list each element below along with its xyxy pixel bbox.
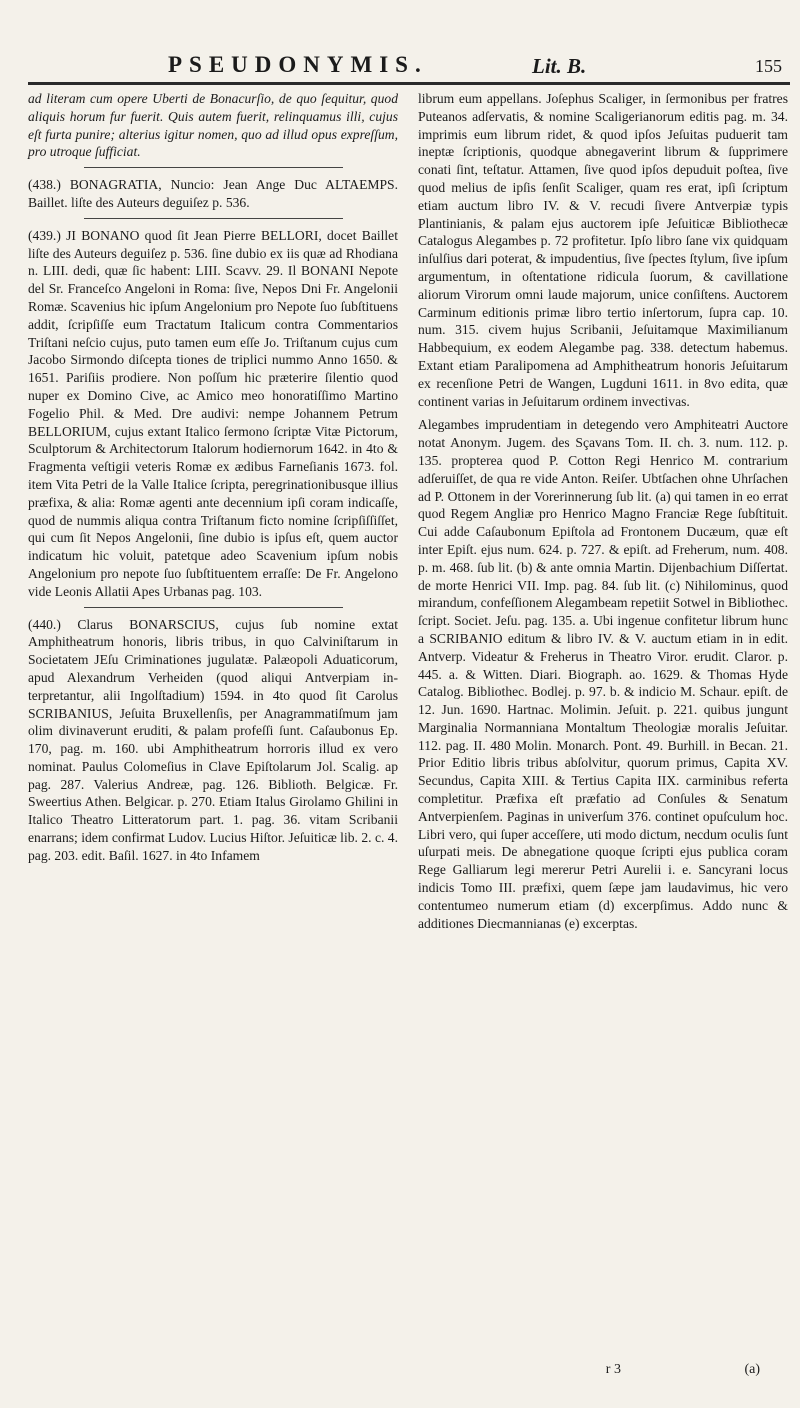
- entry-440: (440.) Clarus BONARSCIUS, cujus ſub nomine extat Amphitheatrum honoris, libris tribus, in quo Calviniſtarum in Societatem JEſu Criminationes jugulatæ. Palæopoli Aduaticorum, apud Alexandrum Verheiden (quod aliqui Antverpiam interpretantur, alii Ingolſtadium) 1594. in 4to quod ſit Carolus SCRIBANIUS, Jeſuita Bruxellenſis, per Anagrammatiſmum jam olim divinaverunt eruditi, & palam profeſſi ſunt. Caſaubonus Ep. 170, pag. m. 160. ubi Amphitheatrum horroris illud ex vero nominat. Paulus Colomeſius in Clave Epiſtolarum Jol. Scalig. ap pag. 287. Valerius Andreæ, pag. 126. Biblioth. Belgicæ. Fr. Sweertius Athen. Belgicar. p. 270. Etiam Italus Girolamo Ghilini in Italico Theatro Litteratorum part. 1. pag. 36. vitam Scribanii enarrans; idem confirmat Ludov. Lucius Hiſtor. Jeſuiticæ lib. 2. c. 4. pag. 203. edit. Baſil. 1627. in 4to Infamem: [28, 616, 398, 863]
- separator: [84, 167, 343, 168]
- entry-439: (439.) JI BONANO quod ſit Jean Pierre BELLORI, docet Baillet liſte des Auteurs deguiſez p. 536. ſine dubio ex iis quæ ad Rhodiana n. LIII. dedi, quæ ſic habent: LIII. Scavv. 29. Il BONANI Nepote del Sr. Franceſco Angeloni in Roma: ſive, Nepos Dni Fr. Angelonii Romæ. Scavenius hic ipſum Angelonium pro Nepote ſuo ſubſtituens addit, ſcripſiſſe eum Tractatum Italicum contra Commentarios Triſtani neſcio cujus, puto tamen eum eſſe Jo. Triſtanum cujus cum Jacobo Sirmondo diſcepta tiones de triplici nummo Anno 1650. & 1651. Pariſiis prodiere. Non poſſum hic præterire ſilentio quod nuper ex Domino Cive, ac Amico meo honoratiſſimo Martino Fogelio Phil. & Med. Dre audivi: nempe Johannem Petrum BELLORIUM, cujus extant Italico ſermono ſcriptæ Vitæ Pictorum, Sculptorum & Architectorum Italorum hodiernorum 1642. in 4to & Fragmenta veſtigii veteris Romæ ex ædibus Farneſianis 1673. fol. item Vita Petri de la Valle Italice ſcripta, peregrinationibusque illius præfixa, & alia: Romæ agenti ante decennium ipſi coram indicaſſe, quod de nummis aliqua contra Triſtanum ficto nomine ſcripſiſſiſſet, qui cum ſit Nepos Angelonii, ſine dubio is ipſus eſt, quem auctor indicatum hic voluit, patetque adeo Scavenium ipſum nobis Angelonium pro nepote ſuo ſubſtituentem erraſſe: De Fr. Angelono vide Leonis Allatii Apes Urbanas pag. 103.: [28, 227, 398, 599]
- page-footer: [606, 1362, 760, 1378]
- running-title: PSEUDONYMIS.: [168, 52, 428, 77]
- running-header: [18, 52, 782, 78]
- left-column: [28, 90, 398, 871]
- right-paragraph-2: Alegambes imprudentiam in detegendo vero Amphiteatri Auctore notat Anonym. Jugem. des Sçavans Tom. II. ch. 3. num. 112. p. 135. propterea quod P. Cotton Regi Henrico M. contrarium adſeruiſſet, de qua re vide Anton. Reiſer. Ubtſachen ohne Uhrſachen ad P. Ottonem in der Vorerinnerung ſub lit. (a) qui tamen in eo errat quod Regem Angliæ pro Henrico Magno Franciæ Rege ſubſtituit. Cui adde Caſaubonum Epiſtola ad Frontonem Ducæum, quæ eſt inter Epiſt. ejus num. 624. p. 727. & epiſt. ad Freherum, num. 408. p. m. 468. ſub lit. (b) & ante omnia Martin. Dijenbachium Diſſertat. de morte Henrici VII. Imp. pag. 84. ſub lit. (c) Nihilominus, quod mirandum, confeſſionem Alegambeam repetiit Sotwel in Bibliothec. ſcript. Societ. Jeſu. pag. 135. a. Ubi ingenue confitetur librum hunc a SCRIBANIO editum & libro IV. & V. auctum etiam in in edit. Antverp. Videatur & Freherus in Theatro Viror. erudit. Claror. p. 445. a. & Witten. Diari. Biograph. ao. 1629. & Thomas Hyde Catalog. Bibliothec. Bodlej. p. 97. b. & indicio M. Schaur. epiſt. de 12. Jun. 1690. Hartnac. Molimin. Jeſuit. p. 221. quibus jungunt Marginalia Normanniana Montaltum Theologiæ moralis Jeſuitar. 112. pag. II. 480 Molin. Monarch. Pont. 49. Burhill. in Becan. 21. Prior Editio libris tribus abſolvitur, quorum primus, Capita XV. Secundus, Capita XIII. & Tertius Capita IIX. carminibus referta completitur. Præfixa eſt præfatio ad Conſules & Senatum Antverpienſem. Paginas in univerſum 376. continet opuſculum hoc. Libri vero, qui ſuper acceſſere, uti modo dictum, necdum oculis ſunt uſurpati meis. De abnegatione quoque ſcripti ejus publica coram Rege Galliarum legi mererur Petri Aurelii i. e. Sancyrani locus indicis Tomo III. præfixi, quem ſæpe jam laudavimus, hic vero contentumeo numerum etiam (d) excerpſimus. Addo nunc & additiones Diecmannianas (e) excerptas.: [418, 417, 788, 931]
- header-rule: [28, 82, 790, 85]
- entry-438: (438.) BONAGRATIA, Nuncio: Jean Ange Duc ALTAEMPS. Baillet. liſte des Auteurs deguiſez p. 536.: [28, 177, 398, 210]
- left-paragraph-1: ad literam cum opere Uberti de Bonacurſio, de quo ſequitur, quod aliquis horum fur fuerit. Quis autem fuerit, relinquamus illi, cujus eſt furta punire; alterius igitur nomen, quo ad illud opus expreſſum, pro utroque ſufficiat.: [28, 91, 398, 160]
- page-number: 155: [755, 56, 782, 76]
- separator: [84, 607, 343, 608]
- signature-mark: r 3: [605, 1362, 621, 1377]
- section-label: Lit. B.: [532, 54, 587, 78]
- right-paragraph-1: librum eum appellans. Joſephus Scaliger, in ſermonibus per fratres Puteanos adſervatis, & nomine Scaligerianorum editis pag. m. 34. imprimis eum librum ridet, & quod ipſos Jeſuitas puduerit tam ineptæ ſcriptionis, quodque abnegaverint librum & ſupprimere conati ſint, teſtatur. Attamen, ſive quod ipſos depuduit poſtea, ſive quod melius de ipſis ſenſit Scaliger, quam res erat, ipſi ſcriptum etiam auctum libro IV. & V. recudi ſivere Antverpiæ typis Plantinianis, & palam ejus auctorem ipſe Jeſuiticæ Bibliothecæ Catalogus Alegambes p. 72 profitetur. Ipſo libro ſane vix quidquam inſulſius dari poterat, & impudentius, ſive ſpectes ſtylum, ſive ipſum argumentum, in oſtentatione ridicula ſuorum, & cavillatione aliorum Virorum omni laude majorum, unice conſiſtens. Auctorem Carminum editionis primæ libro tertio inſertorum, ſupra cap. 10. num. 315. civem hujus Scribanii, Jeſuitamque Maximilianum Habbequium, ex eodem Alegambe pag. 338. detectum habemus. Extant etiam Paralipomena ad Amphitheatrum honoris Jeſuitarum ex recenſione Petri de Wangen, Lugduni 1611. in 8vo edita, quæ continent varias in Jeſuitarum ordinem invectivas.: [418, 91, 788, 409]
- separator: [84, 218, 343, 219]
- right-column: [418, 90, 788, 938]
- catchword: (a): [744, 1362, 760, 1377]
